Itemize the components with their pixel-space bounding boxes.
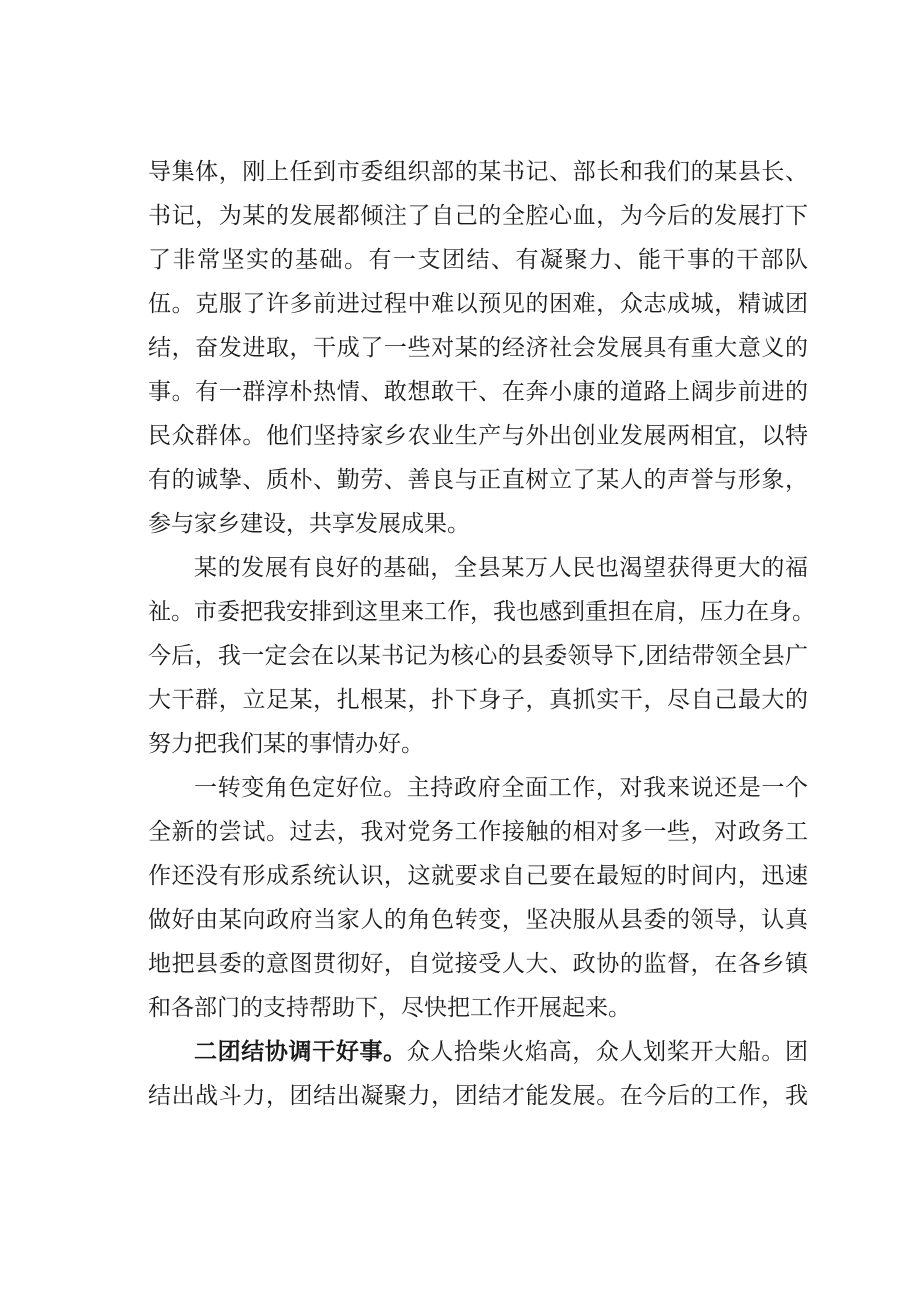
paragraph-first-line bbox=[148, 1030, 808, 1074]
text-line: 今后，我一定会在以某书记为核心的县委领导下,团结带领全县广 bbox=[148, 643, 808, 669]
text-line: 祉。市委把我安排到这里来工作，我也感到重担在肩，压力在身。 bbox=[148, 599, 815, 625]
text-line: 有的诚挚、质朴、勤劳、善良与正直树立了某人的声誉与形象， bbox=[148, 467, 808, 493]
document-body bbox=[148, 150, 815, 1118]
text-line: 书记，为某的发展都倾注了自己的全腔心血，为今后的发展打下 bbox=[148, 203, 808, 229]
paragraph-first-line: 某的发展有良好的基础，全县某万人民也渴望获得更大的福 bbox=[194, 555, 808, 581]
paragraph-first-line: 一转变角色定好位。主持政府全面工作，对我来说还是一个 bbox=[194, 775, 808, 801]
text-line: 伍。克服了许多前进过程中难以预见的困难，众志成城，精诚团 bbox=[148, 291, 808, 317]
text-line: 事。有一群淳朴热情、敢想敢干、在奔小康的道路上阔步前进的 bbox=[148, 379, 808, 405]
section-heading: 二团结协调干好事。 bbox=[194, 1038, 407, 1065]
text-line: 地把县委的意图贯彻好，自觉接受人大、政协的监督，在各乡镇 bbox=[148, 951, 808, 977]
text-line: 全新的尝试。过去，我对党务工作接触的相对多一些，对政务工 bbox=[148, 819, 808, 845]
text-line: 作还没有形成系统认识，这就要求自己要在最短的时间内，迅速 bbox=[148, 863, 808, 889]
text-line: 参与家乡建设，共享发展成果。 bbox=[148, 511, 470, 537]
text-line: 民众群体。他们坚持家乡农业生产与外出创业发展两相宜，以特 bbox=[148, 423, 808, 449]
text-line: 大干群，立足某，扎根某，扑下身子，真抓实干，尽自己最大的 bbox=[148, 687, 808, 713]
text-line: 结，奋发进取，干成了一些对某的经济社会发展具有重大意义的 bbox=[148, 335, 808, 361]
text-line: 了非常坚实的基础。有一支团结、有凝聚力、能干事的干部队 bbox=[148, 247, 808, 273]
text-run: 众人拾柴火焰高，众人划桨开大船。团 bbox=[406, 1039, 809, 1065]
text-line: 努力把我们某的事情办好。 bbox=[148, 731, 424, 757]
text-line: 导集体，刚上任到市委组织部的某书记、部长和我们的某县长、 bbox=[148, 159, 808, 185]
text-line: 结出战斗力，团结出凝聚力，团结才能发展。在今后的工作，我 bbox=[148, 1083, 808, 1109]
text-line: 和各部门的支持帮助下，尽快把工作开展起来。 bbox=[148, 995, 631, 1021]
text-line: 做好由某向政府当家人的角色转变，坚决服从县委的领导，认真 bbox=[148, 907, 808, 933]
